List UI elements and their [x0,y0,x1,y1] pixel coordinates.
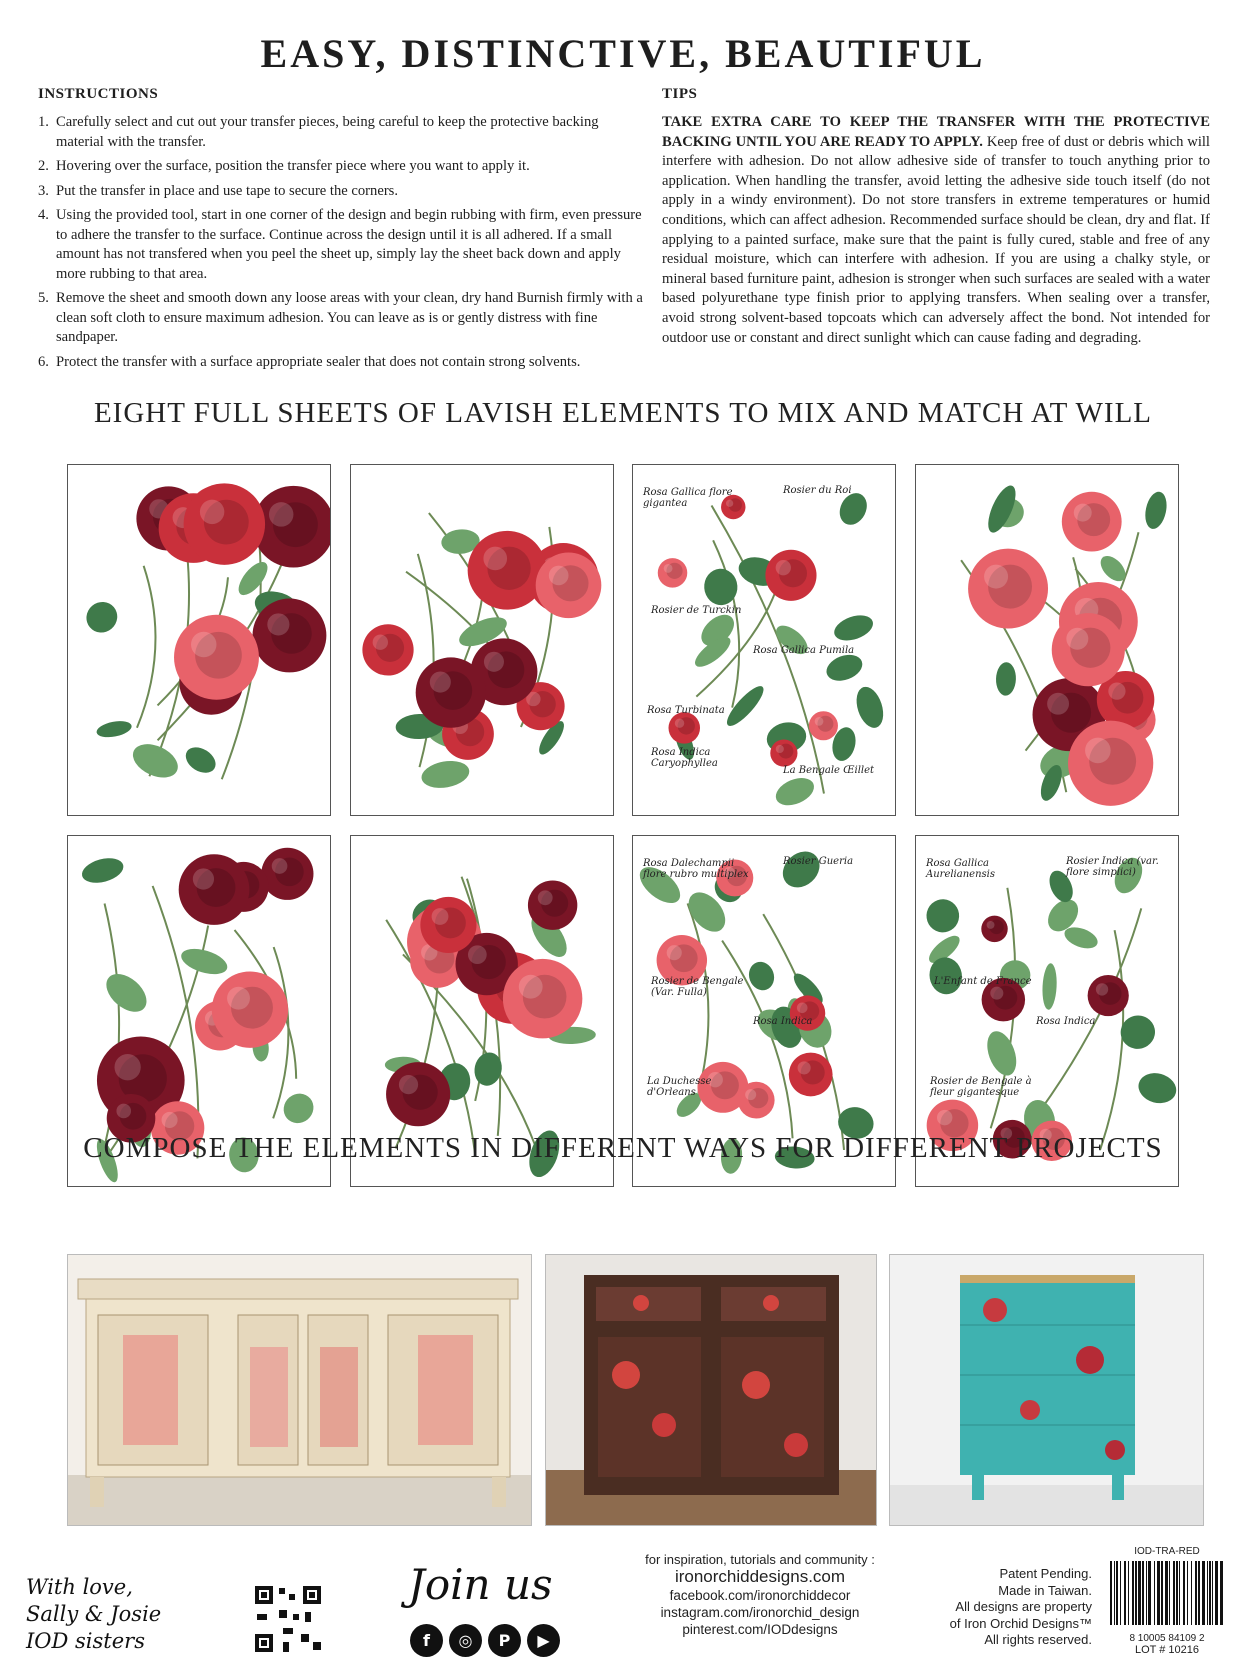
tips-section [662,86,1210,348]
photo-sideboard [67,1254,532,1526]
sheets-heading: EIGHT FULL SHEETS OF LAVISH ELEMENTS TO MIX AND MATCH AT WILL [93,397,1153,429]
compose-heading: COMPOSE THE ELEMENTS IN DIFFERENT WAYS FOR DIFFERENT PROJECTS [83,1132,1163,1164]
instagram-link[interactable]: instagram.com/ironorchid_design [660,1605,860,1620]
sheet-label: L'Enfant de France [934,976,1032,987]
sheet-label: Rosa Indica Caryophyllea [651,747,718,769]
sheet-label: Rosier de Bengale à fleur gigantesque [930,1076,1032,1098]
signature: With love, Sally & Josie IOD sisters [26,1575,162,1653]
transfer-sheet [350,464,614,816]
community-links [620,1552,900,1638]
sheet-label: Rosier de Bengale (Var. Fulla) [651,976,744,998]
instructions-heading: INSTRUCTIONS [38,86,159,102]
sheet-label: Rosa Dalechampii flore rubro multiplex [643,858,749,880]
sheet-label: Rosier Indica (var. flore simplici) [1066,856,1159,878]
instructions-section [38,86,650,377]
pinterest-link[interactable]: pinterest.com/IODdesigns [682,1622,838,1637]
photo-dresser [889,1254,1204,1526]
join-us-text: Join us [408,1560,553,1609]
website-link[interactable]: ironorchiddesigns.com [674,1567,846,1586]
barcode-digits: 8 10005 84109 2 [1129,1633,1205,1644]
sheet-label: Rosa Gallica Pumila [753,645,855,656]
sheet-label: La Duchesse d'Orleans [647,1076,712,1098]
tips-heading: TIPS [662,86,698,102]
lot-number: LOT # 10216 [1134,1644,1199,1656]
photo-cabinet [545,1254,877,1526]
instruction-step: 3. Put the transfer in place and use tape to secure the corners. [38,182,399,199]
sheet-label: Rosa Indica [753,1016,813,1027]
qr-code-icon [253,1584,323,1654]
transfer-sheet [915,464,1179,816]
transfer-sheet [632,464,896,816]
sheet-label: Rosa Gallica Aurelianensis [926,858,995,880]
facebook-link[interactable]: facebook.com/ironorchiddecor [669,1588,851,1603]
pinterest-icon[interactable]: P [488,1624,521,1657]
tips-bold: TAKE EXTRA CARE TO KEEP THE TRANSFER WITH THE PROTECTIVE BACKING UNTIL YOU ARE READY TO APPLY. [662,114,1210,150]
instruction-step: 4. Using the provided tool, start in one corner of the design and begin rubbing with firm, even pressure to adhere the transfer to the surface. Continue across the design until it is all adhered. If a small amount has not transfered when you peel the sheet up, simply lay the sheet back down and apply more rubbing to that area. [38,207,642,282]
instruction-step: 6. Protect the transfer with a surface appropriate sealer that does not contain strong solvents. [38,353,581,370]
sheet-label: Rosa Indica [1036,1016,1096,1027]
legal-text: Patent Pending. Made in Taiwan. All designs are property of Iron Orchid Designs™ All rights reserved. [949,1566,1092,1647]
sheet-label: Rosier de Turckin [651,605,742,616]
instruction-step: 5. Remove the sheet and smooth down any loose areas with your clean, dry hand Burnish firmly with a clean soft cloth to ensure maximum adhesion. You can leave as is or gently distress with fine sandpaper. [38,290,643,345]
instructions-list [38,113,650,372]
youtube-icon[interactable]: ▶ [527,1624,560,1657]
transfer-sheet [67,464,331,816]
page-title: EASY, DISTINCTIVE, BEAUTIFUL [260,31,986,76]
tips-text [662,113,1210,348]
tips-body: Keep free of dust or debris which will interfere with adhesion. Do not allow adhesive side of transfer to touch anything prior to application. When handling the transfer, avoid letting the adhesive side touch itself (do not apply in a windy environment). Do not store transfers in extreme temperatures or humid conditions, which can affect adhesion. Recommended surface should be clean, dry and flat. If applying to a painted surface, make sure that the paint is fully cured, stable and free of any residual moisture, which can interfere with adhesion. If you are using a chalky style, or mineral based furniture paint, adhesion is stronger when such surfaces are sealed with a water based polyurethane type finish prior to applying transfers. When sealing over a transfer, avoid strong solvent-based topcoats which can adversely affect the bond. Not intended for outdoor use or constant and direct sunlight which can cause fading and degrading. [662,133,1210,346]
sku-code: IOD-TRA-RED [1134,1546,1200,1557]
instruction-step: 1. Carefully select and cut out your transfer pieces, being careful to keep the protective backing material with the transfer. [38,114,599,150]
social-icons [410,1624,560,1657]
instagram-icon[interactable]: ◎ [449,1624,482,1657]
community-lead: for inspiration, tutorials and community : [645,1552,875,1567]
barcode-icon [1104,1557,1230,1629]
instruction-step: 2. Hovering over the surface, position the transfer piece where you want to apply it. [38,158,530,174]
sheet-label: Rosier du Roi [783,485,852,496]
sheet-label: La Bengale Œillet [783,765,875,776]
sheet-label: Rosa Gallica flore gigantea [643,487,733,509]
sheet-label: Rosa Turbinata [647,705,725,716]
facebook-icon[interactable]: f [410,1624,443,1657]
sheet-label: Rosier Gueria [783,856,854,867]
barcode [1104,1546,1230,1664]
